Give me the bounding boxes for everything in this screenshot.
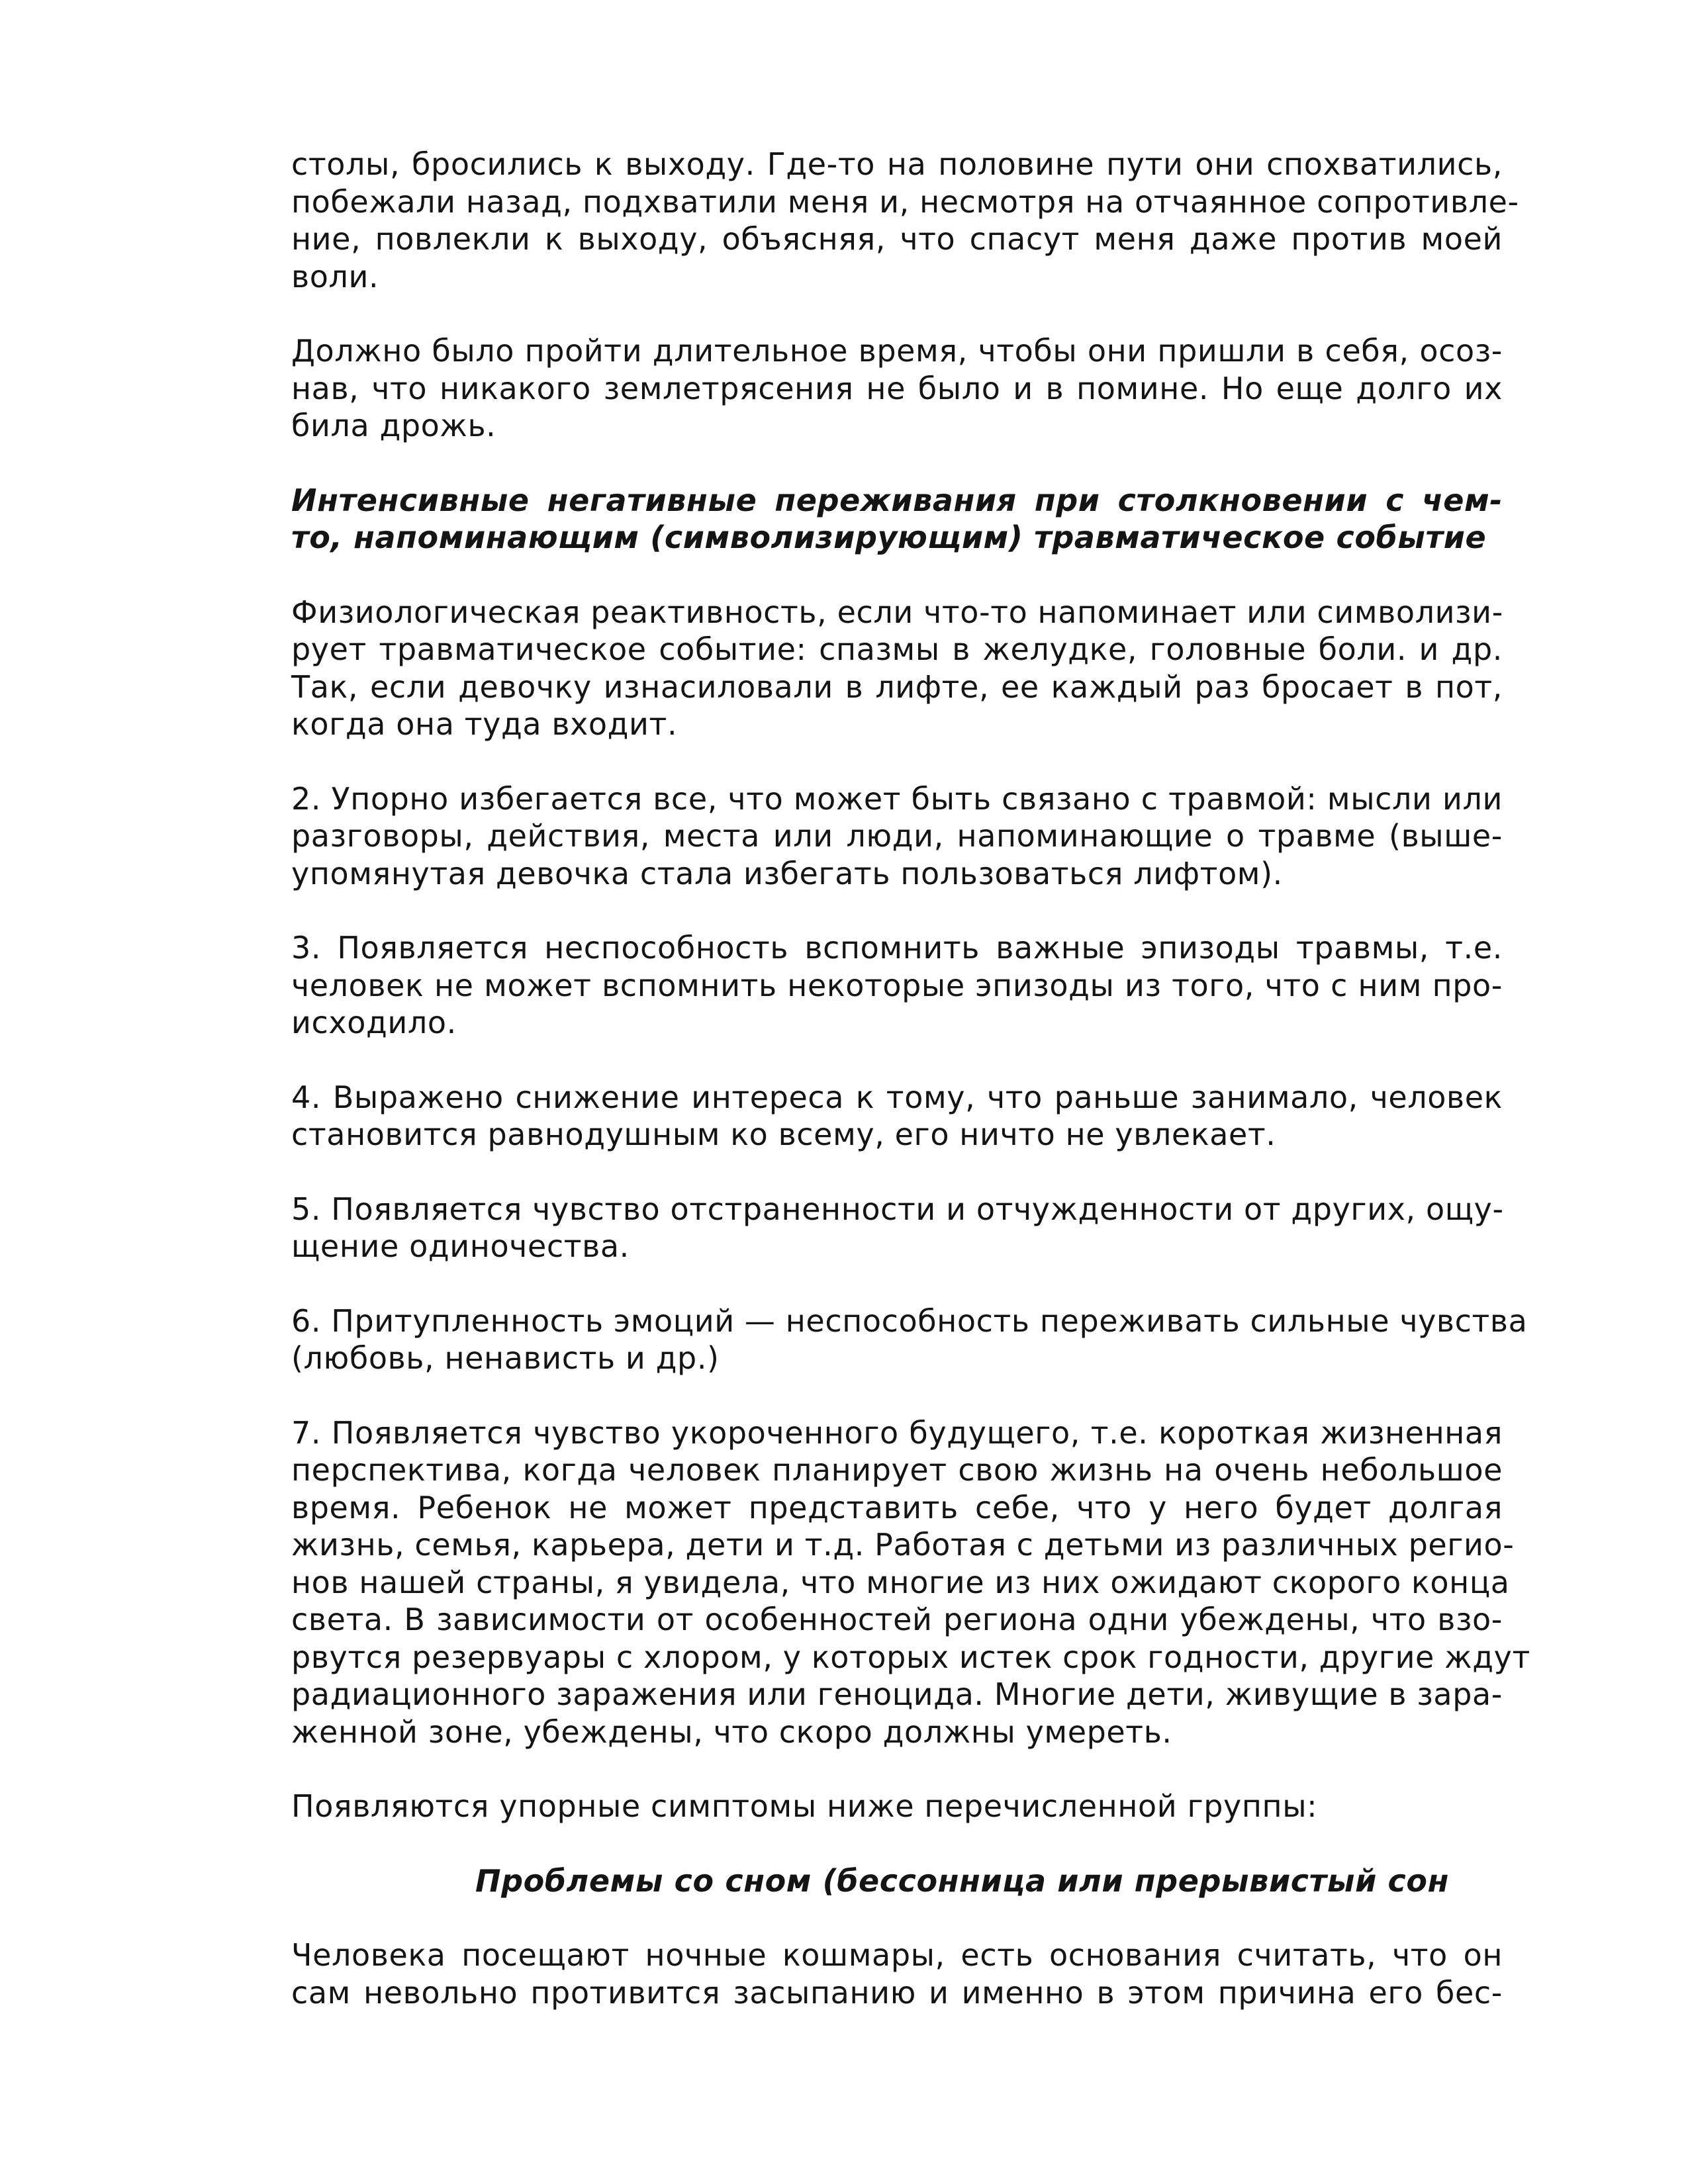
section-heading-sleep-problems — [291, 1862, 1503, 1900]
text-line: время. Ребенок не может представить себе, что у него будет долгая — [291, 1489, 1503, 1525]
paragraph-escape — [291, 146, 1519, 295]
text-line: Физиологическая реактивность, если что-то напоминает или символизи- — [291, 594, 1503, 630]
list-item-7 — [291, 1414, 1530, 1751]
text-line: ние, повлекли к выходу, объясняя, что спасут меня даже против моей — [291, 221, 1503, 257]
paragraph-symptom-group-intro — [291, 1788, 1503, 1825]
text-line: когда она туда входит. — [291, 706, 678, 742]
list-item-6 — [291, 1302, 1528, 1377]
heading-line: Интенсивные негативные переживания при столкновении с чем- — [291, 482, 1503, 518]
list-item-2 — [291, 780, 1503, 893]
list-item-3 — [291, 929, 1503, 1042]
text-line: упомянутая девочка стала избегать пользоваться лифтом). — [291, 855, 1283, 891]
text-line: рвутся резервуары с хлором, у которых истек срок годности, другие ждут — [291, 1639, 1530, 1675]
text-line: била дрожь. — [291, 408, 496, 443]
text-line: исходило. — [291, 1005, 457, 1040]
text-line: становится равнодушным ко всему, его ничто не увлекает. — [291, 1116, 1276, 1152]
text-line: Появляются упорные симптомы ниже перечисленной группы: — [291, 1788, 1318, 1824]
text-line: рует травматическое событие: спазмы в желудке, головные боли. и др. — [291, 631, 1503, 667]
text-line: сам невольно противится засыпанию и именно в этом причина его бес- — [291, 1974, 1503, 2011]
text-line: женной зоне, убеждены, что скоро должны умереть. — [291, 1713, 1172, 1750]
section-heading-intense-experiences — [291, 482, 1503, 557]
paragraph-physiological-reactivity — [291, 594, 1503, 743]
paragraph-nightmares — [291, 1936, 1503, 2011]
text-line: 2. Упорно избегается все, что может быть связано с травмой: мысли или — [291, 780, 1503, 817]
text-line: воли. — [291, 258, 379, 295]
text-line: щение одиночества. — [291, 1228, 630, 1264]
paragraph-recovery — [291, 332, 1503, 445]
text-line: Так, если девочку изнасиловали в лифте, ее каждый раз бросает в пот, — [291, 668, 1503, 705]
text-line: разговоры, действия, места или люди, напоминающие о травме (выше- — [291, 818, 1503, 854]
text-line: 3. Появляется неспособность вспомнить важные эпизоды травмы, т.е. — [291, 930, 1503, 966]
heading-line: то, напоминающим (символизирующим) травматическое событие — [291, 520, 1487, 555]
text-line: Должно было пройти длительное время, чтобы они пришли в себя, осоз- — [291, 333, 1503, 369]
text-line: радиационного заражения или геноцида. Многие дети, живущие в зара- — [291, 1676, 1503, 1712]
text-line: (любовь, ненависть и др.) — [291, 1340, 720, 1376]
text-line: человек не может вспомнить некоторые эпизоды из того, что с ним про- — [291, 967, 1503, 1003]
text-line: нав, что никакого землетрясения не было и в помине. Но еще долго их — [291, 370, 1503, 406]
text-line: столы, бросились к выходу. Где-то на половине пути они спохватились, — [291, 146, 1503, 182]
list-item-4 — [291, 1079, 1503, 1154]
heading-line: Проблемы со сном (бессонница или прерывистый сон — [475, 1862, 1449, 1899]
text-line: Человека посещают ночные кошмары, есть основания считать, что он — [291, 1937, 1503, 1973]
text-line: 5. Появляется чувство отстраненности и отчужденности от других, ощу- — [291, 1191, 1504, 1227]
text-line: побежали назад, подхватили меня и, несмотря на отчаянное сопротивле- — [291, 183, 1519, 220]
text-line: жизнь, семья, карьера, дети и т.д. Работая с детьми из различных регио- — [291, 1527, 1515, 1563]
document-page — [291, 146, 1530, 2048]
text-line: 7. Появляется чувство укороченного будущего, т.е. короткая жизненная — [291, 1414, 1503, 1451]
text-line: нов нашей страны, я увидела, что многие из них ожидают скорого конца — [291, 1564, 1510, 1600]
text-line: 4. Выражено снижение интереса к тому, что раньше занимало, человек — [291, 1079, 1503, 1115]
text-line: света. В зависимости от особенностей региона одни убеждены, что взо- — [291, 1602, 1503, 1637]
text-line: перспектива, когда человек планирует свою жизнь на очень небольшое — [291, 1452, 1503, 1488]
list-item-5 — [291, 1191, 1503, 1265]
text-line: 6. Притупленность эмоций — неспособность переживать сильные чувства — [291, 1302, 1528, 1339]
